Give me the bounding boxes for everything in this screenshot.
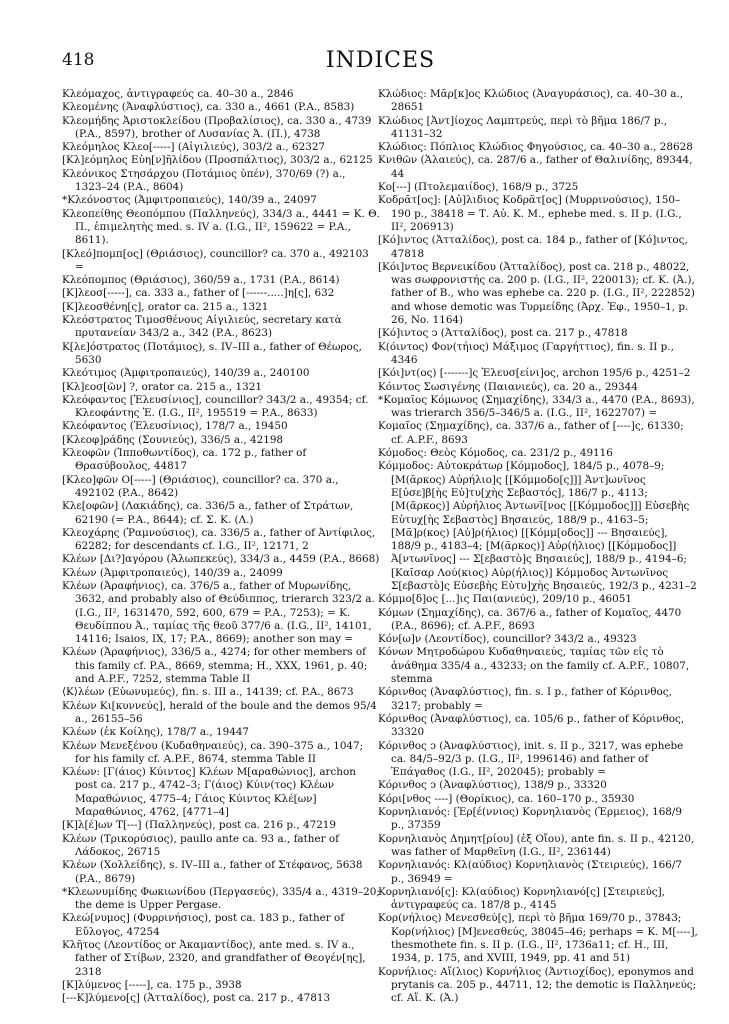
index-entry: Κόν[ω]ν (Λεοντίδος), councillor? 343/2 a., 49323 bbox=[378, 633, 637, 646]
index-entry: [Κόι]ντος Βερνεικίδου (Ἀτταλίδος), post ca. 218 p., 48022, was σωφρονιστής ca. 200 p. (I.G., II², 220013); cf. Κ. (Ἀ.), father of Β., who was ephebe ca. 220 p. (I.G., II², 222852) and whose demotic was Τυρμείδης (Ἀρχ. Ἐφ., 1950–1, p. 26, No. 1164) bbox=[378, 260, 695, 327]
index-entry: Κόρινθος (Ἀναφλύστιος), ca. 105/6 p., father of Κόρινθος, 33320 bbox=[378, 712, 685, 739]
index-entry: Κλεώ[νυμος] (Φυρρινήσιος), post ca. 183 p., father of Εὔλογος, 47254 bbox=[62, 912, 345, 938]
index-entry: Κορνηλιανός: [Ἐρ[έ(ννιος) Κορνηλιανὸς (Ἑρμειος), 168/9 p., 37359 bbox=[378, 806, 683, 832]
index-entry: Κλέων (Ἀραφήνιος), ca. 376/5 a., father of Μυρωνίδης, 3632, and probably also of Θεύδιππος, trierarch 323/2 a. (I.G., II², 1631470, 592, 600, 679 = P.A., 7253); = Κ. Θευδίππου Ἀ., ταμίας τῆς θεοῦ 377/6 a. (I.G., II², 14101, 14116; Isaios, IX, 17; P.A., 8669); another son may = bbox=[62, 579, 375, 646]
index-entry: [Κ]λ[έ]ων Τ[---] (Παλληνεύς), post ca. 216 p., 47219 bbox=[62, 819, 337, 832]
index-entry: [Κλ]εόμηλος Εὐη[ν]ῆλίδου (Προσπάλτιος), 303/2 a., 62125 bbox=[62, 154, 373, 167]
index-entry: [Κλ]εοσ[ῶν] ?, orator ca. 215 a., 1321 bbox=[62, 380, 262, 393]
index-entry: [Κό]ιντος ↄ (Ἀτταλίδος), post ca. 217 p., 47818 bbox=[378, 327, 628, 340]
index-entry: [Κ]λύμενος [-----], ca. 175 p., 3938 bbox=[62, 978, 242, 991]
index-entry: [Κό]ιντος (Ἀτταλίδος), post ca. 184 p., father of [Κό]ιντος, 47818 bbox=[378, 234, 688, 260]
index-entry: Κόρινθος (Ἀναφλύστιος), fin. s. I p., father of Κόρινθος, 3217; probably = bbox=[378, 686, 672, 712]
index-entry: Κλώδιος [Ἀντ]ίοχος Λαμπτρεύς, περὶ τὸ βῆμα 186/7 p., 41131–32 bbox=[378, 114, 668, 140]
index-entry: Κλεοπείθης Θεοπόμπου (Παλληνεύς), 334/3 a., 4441 = K. Θ. Π., ἐπιμελητὴς med. s. IV a. (I.G., II², 159622 = P.A., 8611). bbox=[62, 207, 380, 247]
index-entry: Κορνηλιανός: Κλ(αύδιος) Κορνηλιανὸς (Στειριεύς), 166/7 p., 36949 = bbox=[378, 859, 682, 885]
index-entry: Κνιθῶν (Ἁλαιεύς), ca. 287/6 a., father of Θαλινίδης, 89344, 44 bbox=[378, 154, 693, 180]
index-entry: Κ[λε]όστρατος (Ποτάμιος), s. IV–III a., father of Θέωρος, 5630 bbox=[62, 340, 362, 366]
index-entry: Κλεοφῶν (Ἱπποθωντίδος), ca. 172 p., father of Θρασύβουλος, 44817 bbox=[62, 447, 307, 473]
index-entry: Κοδρᾶτ[ος]: [Αὐ]λιδιος Κοδρᾶτ[ος] (Μυρρινούσιος), 150–190 p., 38418 = Τ. Αὐ. Κ. Μ., ephebe med. s. II p. (I.G., II², 206913) bbox=[378, 194, 682, 233]
index-entry: Κόμμοδος: Αὐτοκράτωρ [Κόμμοδος], 184/5 p., 4078–9; [Μ(ᾶρκος) Αὐρήλιο]ς [[Κόμμοδο[ς]]] Ἀντ]ωνῖνος Ε[ὐσε]β[ὴς Εὐ]τυ[χὴς Σεβαστός], 186/7 p., 4113; [Μ(ᾶρκος)] Αὐρήλιος Ἀντωνῖ[νος [[Κόμμοδος]]] Εὐσεβὴς Εὐτυχ[ὴς Σεβαστὸς] Βησαιεύς, 188/9 p., 4163–5; [Μᾶ]ρ(κος) [Αὐ]ρ(ήλιος) [[Κόμμ[οδος]] --- Βησαιεύς], 188/9 p., 4183–4; [Μ(ᾶρκος)] Αὐρ(ήλιος) [[Κόμμοδος]] Ἀ[ντωνῖνος] --- Σ[εβαστὸ]ς Βησαιεύς], 188/9 p., 4194–6; [Καῖσαρ Λού(κιος) Αὐρ(ήλιος)] Κόμμοδος Ἀντωνῖνος Σ[εβαστὸ]ς Εὐσεβὴς Εὐτυ]χὴς Βησαιεύς, 192/3 p., 4231–2 bbox=[378, 460, 697, 592]
index-entry: [Κ]λεοσθένη[ς], orator ca. 215 a., 1321 bbox=[62, 300, 269, 313]
index-entry: *Κλεόνοστος (Ἀμφιτροπαιεύς), 140/39 a., 24097 bbox=[62, 194, 317, 207]
index-entry: Κόιντος Σωσιγένης (Παιανιεύς), ca. 20 a., 29344 bbox=[378, 380, 638, 393]
index-entry: Κορνήλιος: Αἴ(λιος) Κορνήλιος (Ἀντιοχίδος), eponymos and prytanis ca. 205 p., 44711, 12; the demotic is Παλληνεύς; cf. Αἴ. Κ. (Ἀ.) bbox=[378, 965, 697, 1005]
index-entry: Κλῆτος (Λεοντίδος or Ἀκαμαντίδος), ante med. s. IV a., father of Στίβων, 2320, and grandfather of Θεογέν[ης], 2318 bbox=[62, 939, 366, 978]
index-entry: Κλεομήδης Ἀριστοκλείδου (Προβαλίσιος), ca. 330 a., 4739 (P.A., 8597), brother of Λυσανίας Ἀ. (Π.), 4738 bbox=[62, 114, 372, 140]
index-entry: Κλώδιος: Μᾶρ[κ]ος Κλώδιος (Ἀναγυράσιος), ca. 40–30 a., 28651 bbox=[378, 88, 684, 114]
index-entry: Κ(όιντος) Φον(τήιος) Μάξιμος (Γαργήττιος), fin. s. II p., 4346 bbox=[378, 340, 674, 366]
index-entry: Κορνηλιανό[ς]: Κλ(αύδιος) Κορνηλιανό[ς] [Στειριεύς], ἀντιγραφεύς ca. 187/8 p., 4145 bbox=[378, 885, 665, 912]
index-entry: *Κομαῖος Κόμωνος (Σημαχίδης), 334/3 a., 4470 (P.A., 8693), was trierarch 356/5–346/5 a. (I.G., II², 1622707) = bbox=[378, 393, 695, 420]
index-entry: Κορνηλιανὸς Δημητ[ρίου] (ἐξ Οἴου), ante fin. s. II p., 42120, was father of Μαρθεῖνη (I.G., II², 236144) bbox=[378, 832, 695, 858]
index-entry: [Κλεό]πομπ[ος] (Θριάσιος), councillor? ca. 370 a., 492103 = bbox=[62, 247, 369, 273]
index-entry: [Κλεοφ]ράδης (Σουνιεύς), 336/5 a., 42198 bbox=[62, 433, 284, 446]
index-entry: Κλέων (Ἀραφήνιος), 336/5 a., 4274; for other members of this family cf. P.A., 8669, stemma; H., XXX, 1961, p. 40; and A.P.F., 7252, stemma Table II bbox=[62, 646, 368, 686]
index-entry: Κλέων (ἐκ Κοίλης), 178/7 a., 19447 bbox=[62, 726, 250, 739]
index-entry: Κλεομένης (Ἀναφλύστιος), ca. 330 a., 4661 (P.A., 8583) bbox=[62, 101, 355, 114]
index-entry: Κόρινθος ↄ (Ἀναφλύστιος), init. s. II p., 3217, was ephebe ca. 84/5–92/3 p. (I.G., II², 1996146) and father of Ἐπάγαθος (I.G., II², 202045); probably = bbox=[378, 739, 684, 779]
index-entry: Κλεοχάρης (Ῥαμνούσιος), ca. 336/5 a., father of Ἀντίφιλος, 62282; for descendants cf. I.G., II², 12171, 2 bbox=[62, 526, 376, 553]
index-entry: Κλεόφαντος (Ἐλευσίνιος), 178/7 a., 19450 bbox=[62, 420, 288, 433]
index-entry: Κόμοδος: Θεὸς Κόμοδος, ca. 231/2 p., 49116 bbox=[378, 447, 613, 460]
index-entry: Κλεότιμος (Ἀμφιτροπαιεύς), 140/39 a., 240100 bbox=[62, 367, 310, 380]
page-header bbox=[62, 50, 699, 76]
index-entry: Κλέων Μενεξένου (Κυδαθηναιεύς), ca. 390–375 a., 1047; for his family cf. A.P.F., 8674, stemma Table II bbox=[62, 739, 364, 765]
index-entry: ⟨Κ⟩λέων (Εὐωνυμεύς), fin. s. III a., 14139; cf. P.A., 8673 bbox=[62, 686, 354, 699]
index-entry: Κλέων (Ἀμφιτροπαιεύς), 140/39 a., 24099 bbox=[62, 566, 283, 579]
index-entry: Κλώδιος: Πόπλιος Κλώδιος Φηγούσιος, ca. 40–30 a., 28628 bbox=[378, 141, 693, 154]
index-entry: Κλε[οφῶν] (Λακιάδης), ca. 336/5 a., father of Στράτων, 62190 (= P.A., 8644); cf. Σ. Κ. (Λ.) bbox=[62, 500, 354, 526]
index-entry: [Κ]λεοσ[-----], ca. 333 a., father of [------.....]η[ς], 632 bbox=[62, 287, 335, 300]
page-title: INDICES bbox=[325, 48, 436, 73]
index-entry: Κόρι[νθος ----] (Θορίκιος), ca. 160–170 p., 35930 bbox=[378, 792, 635, 805]
index-entry: Κλέων [Δι?]αγόρου (Ἀλωπεκεύς), 334/3 a., 4459 (P.A., 8668) bbox=[62, 553, 380, 566]
left-column bbox=[62, 88, 380, 1005]
index-entry: Κλεόστρατος Τιμοσθένους Αἰγιλιεύς, secretary κατὰ πρυτανείαν 343/2 a., 342 (P.A., 8623) bbox=[62, 314, 342, 340]
index-entry: Κλεόφαντος [Ἐλευσίνιος], councillor? 343/2 a., 49354; cf. Κλεοφάντης Ἐ. (I.G., II², 195519 = P.A., 8633) bbox=[62, 393, 369, 420]
page-number: 418 bbox=[62, 50, 95, 70]
index-entry: Κόνων Μητροδώρου Κυδαθηναιεύς, ταμίας τῶν εἰς τὸ ἀνάθημα 335/4 a., 43233; on the family cf. A.P.F., 10807, stemma bbox=[378, 646, 690, 686]
index-entry: Κλεόνικος Στησάρχου (Ποτάμιος ὑπέν), 370/69 (?) a., 1323–24 (P.A., 8604) bbox=[62, 167, 346, 194]
index-entry: Κλέων Κι[κυννεύς], herald of the boule and the demos 95/4 a., 26155–56 bbox=[62, 699, 377, 725]
index-entry: Κο[---] (Πτολεμαιίδος), 168/9 p., 3725 bbox=[378, 181, 579, 194]
index-entry: Κόμων (Σημαχίδης), ca. 367/6 a., father of Κομαῖος, 4470 (P.A., 8696); cf. A.P.F., 8693 bbox=[378, 606, 682, 632]
index-entry: Κλέων (Χολλείδης), s. IV–III a., father of Στέφανος, 5638 (P.A., 8679) bbox=[62, 859, 363, 885]
index-entry: Κλεόμαχος, ἀντιγραφεύς ca. 40–30 a., 2846 bbox=[62, 88, 294, 100]
index-entry: Κλεόμηλος Κλεο[-----] (Αἰγιλιεύς), 303/2 a., 62327 bbox=[62, 141, 326, 154]
index-entry: Κλέων: [Γ(άιος) Κύιντος] Κλέων Μ[αραθώνιος], archon post ca. 217 p., 4742–3; Γ(άιος) Κύιν(τος) Κλέων Μαραθώνιος, 4775–4; Γάιος Κύιντος Κλέ[ων] Μαραθώνιος, 4762, [4771–4] bbox=[62, 766, 356, 819]
index-entry: Κλέων (Τρικορύσιος), paullo ante ca. 93 a., father of Λάδοκος, 26715 bbox=[62, 832, 340, 858]
index-entry: Κόρινθος ↄ (Ἀναφλύστιος), 138/9 p., 33320 bbox=[378, 779, 607, 792]
index-entry: [Κλεο]φῶν Ο[-----] (Θριάσιος), councillor? ca. 370 a., 492102 (P.A., 8642) bbox=[62, 473, 339, 499]
index-entry: [---Κ]λύμενο[ς] (Ἀτταλίδος), post ca. 217 p., 47813 bbox=[62, 992, 331, 1005]
index-entry: *Κλεωνυμίδης Φωκιωνίδου (Περγασεύς), 335/4 a., 4319–20; the deme is Upper Pergase. bbox=[62, 885, 380, 912]
index-entry: Κορ(νήλιος) Μενεσθεύ[ς], περὶ τὸ βῆμα 169/70 p., 37843; Κορ(νήλιος) [Μ]ενεσθεύς, 38045–46; perhaps = Κ. Μ[----], thesmothete fin. s. II p. (I.G., II², 1736a11; cf. H., III, 1934, p. 175, and XVIII, 1949, pp. 41 and 51) bbox=[378, 912, 698, 965]
index-entry: Κόμμο[δ]ος [...]ις Παι(ανιεύς), 209/10 p., 46051 bbox=[378, 593, 632, 606]
index-entry: Κλεόπομπος (Θριάσιος), 360/59 a., 1731 (P.A., 8614) bbox=[62, 274, 340, 287]
index-entry: [Κόι]ντ(ος) [-------]ς Ἐλευσ[είνι]ος, archon 195/6 p., 4251–2 bbox=[378, 367, 691, 380]
index-entry: Κομαῖος (Σημαχίδης), ca. 337/6 a., father of [----]ς, 61330; cf. A.P.F., 8693 bbox=[378, 420, 684, 446]
right-column bbox=[378, 88, 698, 1005]
